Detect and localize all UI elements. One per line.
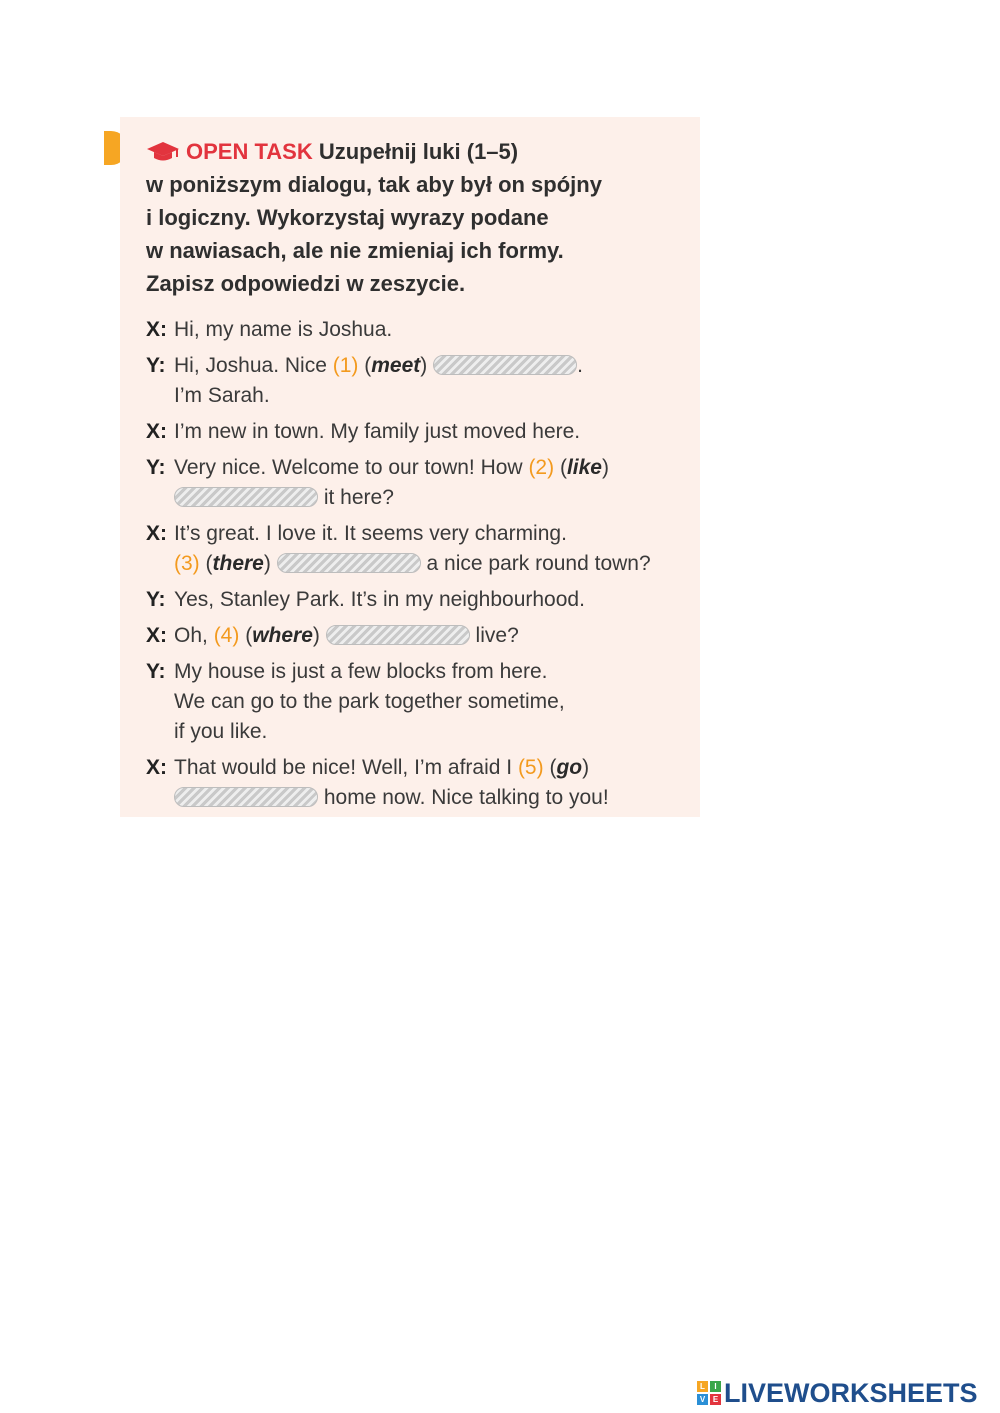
speaker-label: Y: bbox=[146, 660, 166, 683]
dialog-segment: it here? bbox=[318, 486, 394, 509]
gap-number: (1) bbox=[332, 354, 359, 377]
open-task-label: OPEN TASK bbox=[186, 139, 313, 164]
logo-letter: I bbox=[710, 1381, 721, 1392]
instruction-line: w nawiasach, ale nie zmieniaj ich formy. bbox=[146, 238, 564, 263]
dialog-text: Oh, (4) (where) live? bbox=[174, 624, 519, 647]
speaker-label: Y: bbox=[146, 588, 166, 611]
dialog-turn bbox=[146, 519, 700, 579]
dialog-segment: if you like. bbox=[174, 720, 268, 743]
task-instruction bbox=[146, 135, 691, 300]
dialog-segment: Oh, bbox=[174, 624, 214, 647]
speaker-label: X: bbox=[146, 318, 167, 341]
dialog-segment: That would be nice! Well, I’m afraid I bbox=[174, 756, 518, 779]
dialog-segment: Very nice. Welcome to our town! How bbox=[174, 456, 529, 479]
dialog-turn bbox=[146, 417, 700, 447]
dialog-text: Hi, Joshua. Nice (1) (meet) . I’m Sarah. bbox=[174, 354, 583, 407]
gap-number: (5) bbox=[517, 756, 544, 779]
speaker-label: X: bbox=[146, 420, 167, 443]
dialog-segment: home now. Nice talking to you! bbox=[318, 786, 609, 809]
brand-name: LIVEWORKSHEETS bbox=[724, 1377, 978, 1408]
logo-grid-icon bbox=[697, 1381, 721, 1405]
gap-number: (2) bbox=[528, 456, 555, 479]
speaker-label: Y: bbox=[146, 354, 166, 377]
graduation-cap-icon bbox=[146, 140, 180, 162]
dialog-text: It’s great. I love it. It seems very charming. (3) (there) a nice park round town? bbox=[174, 522, 651, 575]
gap-number: (4) bbox=[213, 624, 240, 647]
dialog-text: That would be nice! Well, I’m afraid I (5) (go) home now. Nice talking to you! bbox=[174, 756, 609, 809]
answer-gap-5[interactable] bbox=[174, 787, 318, 807]
dialog-turn bbox=[146, 585, 700, 615]
dialog-text: Yes, Stanley Park. It’s in my neighbourhood. bbox=[174, 588, 585, 611]
logo-letter: L bbox=[697, 1381, 708, 1392]
answer-gap-4[interactable] bbox=[326, 625, 470, 645]
dialog-segment: I’m Sarah. bbox=[174, 384, 270, 407]
speaker-label: X: bbox=[146, 756, 167, 779]
answer-gap-1[interactable] bbox=[433, 355, 577, 375]
word-hint: go bbox=[556, 756, 583, 779]
dialog-segment: . bbox=[577, 354, 583, 377]
dialog-segment: We can go to the park together sometime, bbox=[174, 690, 565, 713]
gap-number: (3) bbox=[174, 552, 200, 575]
instruction-line: Zapisz odpowiedzi w zeszycie. bbox=[146, 271, 466, 296]
logo-letter: V bbox=[697, 1394, 708, 1405]
speaker-label: X: bbox=[146, 522, 167, 545]
dialog-segment: Hi, Joshua. Nice bbox=[174, 354, 333, 377]
dialog-segment: My house is just a few blocks from here. bbox=[174, 660, 548, 683]
dialog-text: Hi, my name is Joshua. bbox=[174, 318, 393, 341]
dialog-segment: live? bbox=[469, 624, 519, 647]
dialog-turn bbox=[146, 453, 700, 513]
instruction-line: w poniższym dialogu, tak aby był on spójny bbox=[146, 172, 602, 197]
dialog-turn bbox=[146, 621, 700, 651]
dialog-turn bbox=[146, 351, 700, 411]
logo-letter: E bbox=[710, 1394, 721, 1405]
word-hint: there bbox=[212, 552, 264, 575]
dialog-turn bbox=[146, 315, 700, 345]
liveworksheets-logo[interactable] bbox=[697, 1379, 978, 1407]
dialog-turn bbox=[146, 657, 700, 747]
dialog-segment: a nice park round town? bbox=[420, 552, 651, 575]
answer-gap-2[interactable] bbox=[174, 487, 318, 507]
answer-gap-3[interactable] bbox=[277, 553, 421, 573]
dialog-turn bbox=[146, 753, 700, 813]
speaker-label: X: bbox=[146, 624, 167, 647]
task-card bbox=[120, 117, 700, 817]
speaker-label: Y: bbox=[146, 456, 166, 479]
dialog-segment: It’s great. I love it. It seems very charming. bbox=[174, 522, 567, 545]
instruction-line: i logiczny. Wykorzystaj wyrazy podane bbox=[146, 205, 549, 230]
dialog bbox=[146, 315, 700, 817]
instruction-line: Uzupełnij luki (1–5) bbox=[318, 139, 519, 164]
dialog-text: Very nice. Welcome to our town! How (2) (like) it here? bbox=[174, 456, 609, 509]
dialog-text: I’m new in town. My family just moved here. bbox=[174, 420, 581, 443]
dialog-text bbox=[174, 657, 565, 747]
word-hint: meet bbox=[371, 354, 421, 377]
word-hint: like bbox=[566, 456, 602, 479]
word-hint: where bbox=[252, 624, 313, 647]
